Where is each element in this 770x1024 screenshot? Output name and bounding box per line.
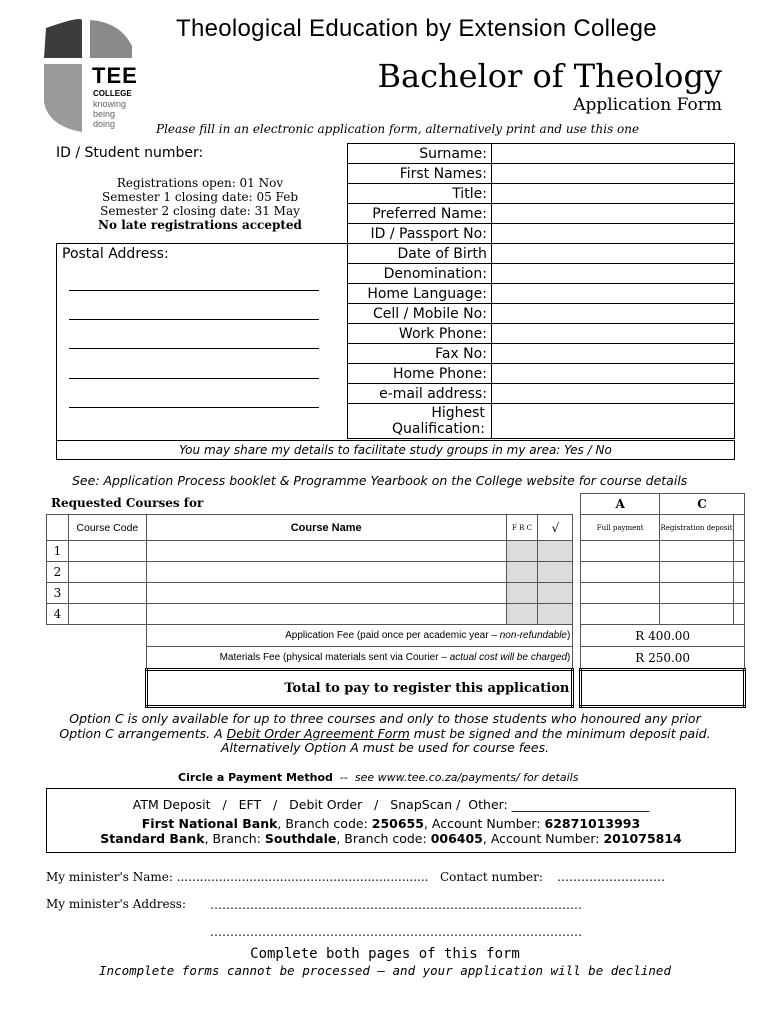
form-type: Application Form — [573, 95, 722, 115]
option-c-line2-a: Option C arrangements. A — [59, 725, 227, 741]
qualification-label-line1: Highest — [431, 405, 485, 421]
field-row — [348, 204, 735, 224]
row-number: 3 — [47, 583, 69, 604]
spacer-cell — [733, 515, 744, 541]
field-row — [348, 384, 735, 404]
title-label: Title: — [348, 184, 492, 204]
work-phone-label: Work Phone: — [348, 324, 492, 344]
spacer-cell — [733, 541, 744, 562]
bank2-details — [47, 831, 735, 846]
option-c-line1: Option C is only available for up to three courses and only to those students who honoured any prior — [69, 711, 701, 726]
minister-address-line[interactable]: ………………………………………………………………………………… — [210, 898, 582, 912]
tee-logo — [40, 18, 140, 133]
registration-dates — [62, 176, 338, 232]
course-name-header: Course Name — [146, 515, 506, 541]
field-row — [348, 244, 735, 264]
total-label: Total to pay to register this application — [146, 670, 573, 707]
spacer-cell — [733, 562, 744, 583]
bank2-code-label: , Branch code: — [336, 831, 431, 846]
payment-methods[interactable]: ATM Deposit / EFT / Debit Order / SnapScan / Other: ______________________ — [132, 797, 650, 812]
instruction-text: Please fill in an electronic application form, alternatively print and use this one — [156, 122, 640, 136]
course-code-input[interactable] — [69, 541, 146, 561]
course-row — [47, 604, 745, 625]
course-row — [47, 583, 745, 604]
date-line: Semester 2 closing date: 31 May — [100, 204, 300, 218]
qualification-input[interactable] — [492, 404, 734, 438]
email-label: e-mail address: — [348, 384, 492, 404]
address-line[interactable] — [69, 378, 319, 379]
field-row — [348, 184, 735, 204]
application-fee-close: ) — [566, 630, 571, 641]
late-note: No late registrations accepted — [98, 218, 302, 232]
bank2-name: Standard Bank — [100, 831, 205, 846]
application-fee-label — [146, 625, 573, 647]
first-names-input[interactable] — [492, 164, 734, 183]
application-fee-row — [47, 625, 745, 647]
field-row — [348, 144, 735, 164]
address-line[interactable] — [69, 290, 319, 291]
denomination-input[interactable] — [492, 264, 734, 283]
home-phone-input[interactable] — [492, 364, 734, 383]
deposit-cell[interactable] — [660, 541, 734, 562]
minister-address-label: My minister's Address: — [46, 897, 186, 911]
qualification-label-line2: Qualification: — [392, 421, 485, 437]
full-payment-cell[interactable] — [581, 604, 660, 625]
bank1-account: 62871013993 — [544, 816, 641, 831]
minister-address-line[interactable]: ………………………………………………………………………………… — [210, 925, 582, 939]
dob-label: Date of Birth — [348, 244, 492, 264]
course-code-header: Course Code — [68, 515, 146, 541]
payment-method-heading — [178, 771, 578, 784]
footer-incomplete: Incomplete forms cannot be processed – and your application will be declined — [99, 963, 671, 978]
cell-input[interactable] — [492, 304, 734, 323]
col-a-header: A — [581, 494, 660, 515]
materials-fee-close: ) — [566, 652, 571, 663]
option-c-line2-b: must be signed and the minimum deposit paid. — [409, 725, 711, 741]
logo-tag-doing: doing — [93, 119, 116, 129]
spacer-cell — [733, 583, 744, 604]
frc-header: F R C — [506, 515, 538, 541]
check-cell[interactable] — [538, 541, 573, 562]
bank2-account: 201075814 — [603, 831, 682, 846]
work-phone-input[interactable] — [492, 324, 734, 343]
application-fee-note: non-refundable — [499, 630, 567, 641]
payment-box — [46, 788, 736, 853]
check-header: √ — [538, 515, 573, 541]
field-row — [348, 284, 735, 304]
application-fee-text: Application Fee (paid once per academic year – — [285, 630, 500, 641]
date-line: Registrations open: 01 Nov — [116, 176, 284, 190]
course-code-input[interactable] — [69, 604, 146, 624]
bank1-acc-label: , Account Number: — [423, 816, 545, 831]
address-line[interactable] — [69, 407, 319, 408]
postal-address-box — [56, 243, 348, 441]
logo-tag-being: being — [93, 109, 116, 119]
footer-complete: Complete both pages of this form — [250, 946, 520, 962]
total-row — [47, 670, 745, 707]
surname-label: Surname: — [348, 144, 492, 164]
bank1-details — [47, 816, 735, 831]
frc-cell[interactable] — [506, 562, 538, 583]
home-language-input[interactable] — [492, 284, 734, 303]
bank2-acc-label: , Account Number: — [482, 831, 604, 846]
deposit-cell[interactable] — [660, 604, 734, 625]
field-row — [348, 224, 735, 244]
num-header — [47, 515, 69, 541]
course-code-input[interactable] — [69, 583, 146, 603]
option-c-note — [40, 712, 730, 756]
field-row — [348, 364, 735, 384]
full-payment-cell[interactable] — [581, 583, 660, 604]
full-payment-cell[interactable] — [581, 541, 660, 562]
check-cell[interactable] — [538, 604, 573, 625]
deposit-cell[interactable] — [660, 562, 734, 583]
logo-abbr: TEE — [92, 63, 138, 88]
surname-input[interactable] — [492, 144, 734, 163]
total-amount-cell[interactable] — [581, 670, 745, 707]
course-row — [47, 541, 745, 562]
course-name-input[interactable] — [147, 583, 506, 603]
course-code-input[interactable] — [69, 562, 146, 582]
materials-fee-amount: R 250.00 — [581, 647, 745, 670]
minister-name-label[interactable]: My minister's Name: .................................................................. — [46, 870, 429, 884]
fax-input[interactable] — [492, 344, 734, 363]
field-row — [348, 344, 735, 364]
bank1-branch-label: , Branch code: — [277, 816, 372, 831]
check-cell[interactable] — [538, 562, 573, 583]
bank1-name: First National Bank — [141, 816, 278, 831]
id-student-label: ID / Student number: — [56, 145, 204, 161]
personal-details-table — [347, 143, 735, 439]
field-row — [348, 404, 735, 439]
course-name-input[interactable] — [147, 562, 506, 582]
circle-payment-note: see www.tee.co.za/payments/ for details — [354, 771, 579, 784]
option-c-line3: Alternatively Option A must be used for course fees. — [220, 740, 550, 755]
materials-fee-row — [47, 647, 745, 670]
preferred-name-label: Preferred Name: — [348, 204, 492, 224]
bank2-branch-label: , Branch: — [204, 831, 265, 846]
option-c-line2 — [40, 727, 730, 742]
course-row — [47, 562, 745, 583]
materials-fee-text: Materials Fee (physical materials sent via Courier – — [219, 652, 450, 663]
id-passport-label: ID / Passport No: — [348, 224, 492, 244]
materials-fee-note: actual cost will be charged — [449, 652, 567, 663]
email-input[interactable] — [492, 384, 734, 403]
qualification-label — [348, 404, 492, 439]
share-details-text[interactable]: You may share my details to facilitate study groups in my area: Yes / No — [179, 443, 612, 457]
row-number: 2 — [47, 562, 69, 583]
frc-cell[interactable] — [506, 541, 538, 562]
frc-cell[interactable] — [506, 604, 538, 625]
bank2-code: 006405 — [430, 831, 483, 846]
denomination-label: Denomination: — [348, 264, 492, 284]
course-name-input[interactable] — [147, 541, 506, 561]
cell-label: Cell / Mobile No: — [348, 304, 492, 324]
spacer-cell — [733, 604, 744, 625]
row-number: 1 — [47, 541, 69, 562]
frc-cell[interactable] — [506, 583, 538, 604]
field-row — [348, 264, 735, 284]
courses-table — [46, 493, 746, 708]
title-input[interactable] — [492, 184, 734, 203]
bank1-branch: 250655 — [371, 816, 424, 831]
address-line[interactable] — [69, 319, 319, 320]
date-line: Semester 1 closing date: 05 Feb — [101, 190, 299, 204]
row-number: 4 — [47, 604, 69, 625]
fax-label: Fax No: — [348, 344, 492, 364]
share-details-row — [56, 440, 735, 460]
course-name-input[interactable] — [147, 604, 506, 624]
contact-number-label: Contact number: — [440, 870, 543, 884]
degree-title: Bachelor of Theology — [377, 57, 722, 95]
courses-title: Requested Courses for — [51, 496, 204, 510]
full-payment-cell[interactable] — [581, 562, 660, 583]
materials-fee-label — [146, 647, 573, 670]
field-row — [348, 164, 735, 184]
circle-payment-separator: -- — [339, 771, 348, 784]
logo-college: COLLEGE — [93, 89, 132, 98]
address-line[interactable] — [69, 348, 319, 349]
college-name: Theological Education by Extension College — [176, 15, 657, 42]
circle-payment-label: Circle a Payment Method — [178, 771, 333, 784]
deposit-cell[interactable] — [660, 583, 734, 604]
first-names-label: First Names: — [348, 164, 492, 184]
contact-number-dots[interactable]: ……………………… — [557, 870, 665, 884]
reg-deposit-header: Registration deposit — [660, 515, 734, 541]
bank2-branch: Southdale — [264, 831, 337, 846]
dob-input[interactable] — [492, 244, 734, 263]
application-fee-amount: R 400.00 — [581, 625, 745, 647]
field-row — [348, 324, 735, 344]
id-passport-input[interactable] — [492, 224, 734, 243]
field-row — [348, 304, 735, 324]
full-payment-header: Full payment — [581, 515, 660, 541]
preferred-name-input[interactable] — [492, 204, 734, 223]
debit-order-link[interactable]: Debit Order Agreement Form — [226, 725, 410, 741]
check-cell[interactable] — [538, 583, 573, 604]
col-c-header: C — [660, 494, 745, 515]
home-language-label: Home Language: — [348, 284, 492, 304]
logo-tag-knowing: knowing — [93, 99, 127, 109]
home-phone-label: Home Phone: — [348, 364, 492, 384]
see-note: See: Application Process booklet & Programme Yearbook on the College website for course details — [72, 473, 688, 488]
postal-address-label: Postal Address: — [62, 246, 169, 262]
